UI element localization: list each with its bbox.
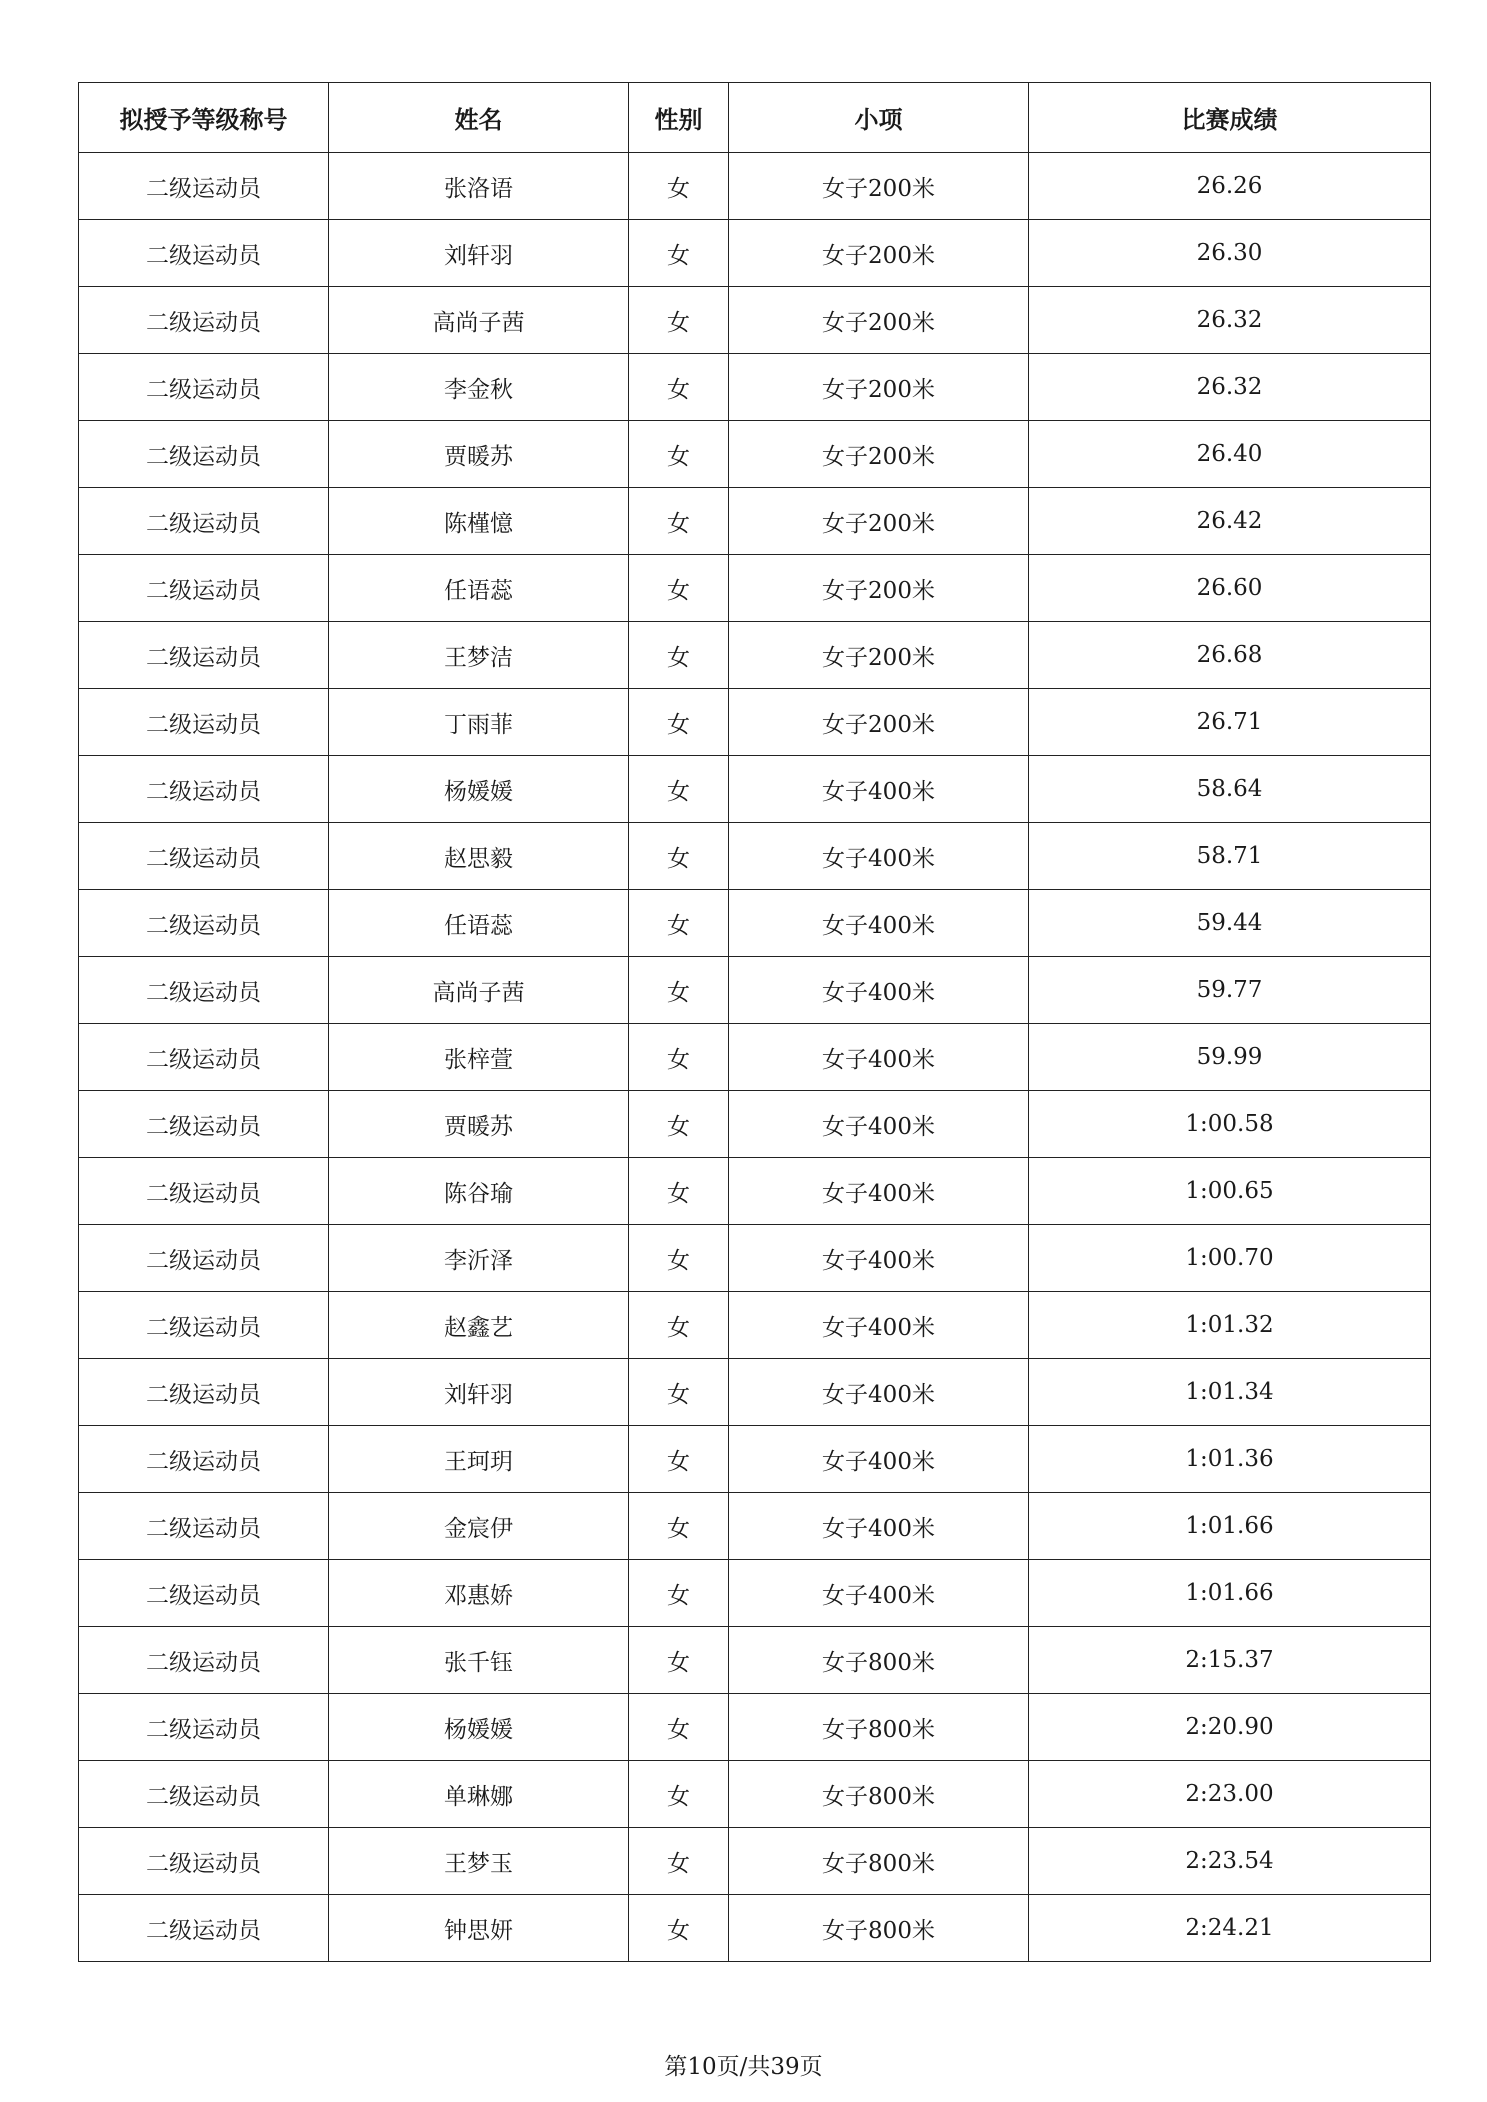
cell-result: 1:01.66: [1029, 1493, 1431, 1560]
cell-result: 1:00.70: [1029, 1225, 1431, 1292]
header-event: 小项: [729, 83, 1029, 153]
cell-event: 女子400米: [729, 1493, 1029, 1560]
cell-result: 2:15.37: [1029, 1627, 1431, 1694]
table-header-row: [79, 83, 1431, 153]
cell-result: 1:01.34: [1029, 1359, 1431, 1426]
cell-result: 1:00.58: [1029, 1091, 1431, 1158]
cell-gender: 女: [629, 220, 729, 287]
cell-athlete-name: 赵鑫艺: [329, 1292, 629, 1359]
cell-gender: 女: [629, 1828, 729, 1895]
cell-event: 女子200米: [729, 555, 1029, 622]
cell-gender: 女: [629, 1158, 729, 1225]
cell-level-title: 二级运动员: [79, 1091, 329, 1158]
cell-level-title: 二级运动员: [79, 1828, 329, 1895]
cell-gender: 女: [629, 354, 729, 421]
cell-result: 26.40: [1029, 421, 1431, 488]
cell-result: 26.26: [1029, 153, 1431, 220]
table-row: [79, 622, 1431, 689]
cell-athlete-name: 任语蕊: [329, 890, 629, 957]
table-row: [79, 1694, 1431, 1761]
cell-gender: 女: [629, 153, 729, 220]
table-row: [79, 488, 1431, 555]
cell-event: 女子200米: [729, 689, 1029, 756]
cell-result: 58.64: [1029, 756, 1431, 823]
cell-gender: 女: [629, 1426, 729, 1493]
cell-gender: 女: [629, 1225, 729, 1292]
cell-result: 1:00.65: [1029, 1158, 1431, 1225]
cell-level-title: 二级运动员: [79, 622, 329, 689]
cell-result: 26.60: [1029, 555, 1431, 622]
cell-athlete-name: 钟思妍: [329, 1895, 629, 1962]
cell-level-title: 二级运动员: [79, 1426, 329, 1493]
cell-gender: 女: [629, 1359, 729, 1426]
table-body: [79, 153, 1431, 1962]
cell-result: 26.32: [1029, 354, 1431, 421]
cell-level-title: 二级运动员: [79, 488, 329, 555]
cell-gender: 女: [629, 1560, 729, 1627]
cell-event: 女子400米: [729, 1426, 1029, 1493]
cell-athlete-name: 任语蕊: [329, 555, 629, 622]
cell-event: 女子800米: [729, 1694, 1029, 1761]
table-row: [79, 756, 1431, 823]
cell-event: 女子400米: [729, 1292, 1029, 1359]
cell-gender: 女: [629, 1761, 729, 1828]
table-row: [79, 421, 1431, 488]
cell-athlete-name: 杨媛媛: [329, 1694, 629, 1761]
cell-result: 26.42: [1029, 488, 1431, 555]
cell-event: 女子200米: [729, 287, 1029, 354]
cell-athlete-name: 丁雨菲: [329, 689, 629, 756]
cell-level-title: 二级运动员: [79, 890, 329, 957]
cell-level-title: 二级运动员: [79, 1627, 329, 1694]
table-row: [79, 1426, 1431, 1493]
cell-event: 女子400米: [729, 1225, 1029, 1292]
cell-gender: 女: [629, 1895, 729, 1962]
cell-gender: 女: [629, 421, 729, 488]
cell-level-title: 二级运动员: [79, 1225, 329, 1292]
cell-result: 59.99: [1029, 1024, 1431, 1091]
cell-athlete-name: 赵思毅: [329, 823, 629, 890]
cell-result: 2:23.00: [1029, 1761, 1431, 1828]
header-name: 姓名: [329, 83, 629, 153]
cell-level-title: 二级运动员: [79, 957, 329, 1024]
table-row: [79, 957, 1431, 1024]
cell-gender: 女: [629, 1091, 729, 1158]
table-row: [79, 689, 1431, 756]
table-row: [79, 1158, 1431, 1225]
cell-result: 1:01.32: [1029, 1292, 1431, 1359]
cell-gender: 女: [629, 689, 729, 756]
cell-event: 女子200米: [729, 354, 1029, 421]
cell-event: 女子400米: [729, 890, 1029, 957]
cell-athlete-name: 陈谷瑜: [329, 1158, 629, 1225]
table-row: [79, 823, 1431, 890]
cell-result: 58.71: [1029, 823, 1431, 890]
cell-gender: 女: [629, 287, 729, 354]
cell-athlete-name: 邓惠娇: [329, 1560, 629, 1627]
cell-event: 女子400米: [729, 1359, 1029, 1426]
cell-gender: 女: [629, 1292, 729, 1359]
cell-athlete-name: 高尚子茜: [329, 287, 629, 354]
cell-event: 女子200米: [729, 622, 1029, 689]
cell-result: 26.68: [1029, 622, 1431, 689]
cell-result: 59.77: [1029, 957, 1431, 1024]
cell-gender: 女: [629, 823, 729, 890]
cell-athlete-name: 高尚子茜: [329, 957, 629, 1024]
cell-event: 女子400米: [729, 823, 1029, 890]
cell-event: 女子800米: [729, 1761, 1029, 1828]
cell-event: 女子400米: [729, 1091, 1029, 1158]
cell-level-title: 二级运动员: [79, 1493, 329, 1560]
table-row: [79, 1761, 1431, 1828]
cell-gender: 女: [629, 488, 729, 555]
cell-event: 女子400米: [729, 1158, 1029, 1225]
header-gender: 性别: [629, 83, 729, 153]
cell-gender: 女: [629, 1627, 729, 1694]
cell-event: 女子200米: [729, 421, 1029, 488]
cell-result: 1:01.66: [1029, 1560, 1431, 1627]
cell-event: 女子400米: [729, 756, 1029, 823]
cell-gender: 女: [629, 756, 729, 823]
cell-level-title: 二级运动员: [79, 689, 329, 756]
cell-event: 女子200米: [729, 153, 1029, 220]
cell-athlete-name: 李沂泽: [329, 1225, 629, 1292]
cell-level-title: 二级运动员: [79, 220, 329, 287]
table-row: [79, 1560, 1431, 1627]
cell-result: 1:01.36: [1029, 1426, 1431, 1493]
table-row: [79, 287, 1431, 354]
cell-result: 2:20.90: [1029, 1694, 1431, 1761]
cell-gender: 女: [629, 1024, 729, 1091]
cell-athlete-name: 刘轩羽: [329, 220, 629, 287]
cell-result: 26.30: [1029, 220, 1431, 287]
cell-gender: 女: [629, 555, 729, 622]
cell-level-title: 二级运动员: [79, 1359, 329, 1426]
cell-result: 26.32: [1029, 287, 1431, 354]
cell-level-title: 二级运动员: [79, 421, 329, 488]
cell-result: 2:23.54: [1029, 1828, 1431, 1895]
cell-level-title: 二级运动员: [79, 1895, 329, 1962]
cell-gender: 女: [629, 890, 729, 957]
cell-athlete-name: 王珂玥: [329, 1426, 629, 1493]
cell-level-title: 二级运动员: [79, 354, 329, 421]
table-row: [79, 1292, 1431, 1359]
cell-athlete-name: 张梓萱: [329, 1024, 629, 1091]
cell-athlete-name: 金宸伊: [329, 1493, 629, 1560]
cell-level-title: 二级运动员: [79, 756, 329, 823]
cell-level-title: 二级运动员: [79, 1694, 329, 1761]
cell-result: 59.44: [1029, 890, 1431, 957]
table-row: [79, 1091, 1431, 1158]
table-row: [79, 1493, 1431, 1560]
cell-event: 女子400米: [729, 957, 1029, 1024]
cell-athlete-name: 李金秋: [329, 354, 629, 421]
table-row: [79, 1828, 1431, 1895]
results-table-container: [78, 82, 1430, 1962]
cell-level-title: 二级运动员: [79, 1024, 329, 1091]
table-row: [79, 220, 1431, 287]
cell-result: 2:24.21: [1029, 1895, 1431, 1962]
cell-athlete-name: 刘轩羽: [329, 1359, 629, 1426]
cell-athlete-name: 陈槿憶: [329, 488, 629, 555]
cell-athlete-name: 贾暖苏: [329, 421, 629, 488]
table-row: [79, 1359, 1431, 1426]
header-level-title: 拟授予等级称号: [79, 83, 329, 153]
table-row: [79, 1627, 1431, 1694]
cell-level-title: 二级运动员: [79, 1761, 329, 1828]
cell-event: 女子400米: [729, 1560, 1029, 1627]
page-number: 第10页/共39页: [664, 2054, 823, 2080]
cell-level-title: 二级运动员: [79, 1292, 329, 1359]
cell-level-title: 二级运动员: [79, 287, 329, 354]
cell-athlete-name: 杨媛媛: [329, 756, 629, 823]
table-row: [79, 354, 1431, 421]
table-row: [79, 555, 1431, 622]
table-row: [79, 1225, 1431, 1292]
cell-level-title: 二级运动员: [79, 153, 329, 220]
header-result: 比赛成绩: [1029, 83, 1431, 153]
cell-gender: 女: [629, 622, 729, 689]
cell-event: 女子800米: [729, 1895, 1029, 1962]
cell-athlete-name: 王梦洁: [329, 622, 629, 689]
cell-athlete-name: 王梦玉: [329, 1828, 629, 1895]
cell-event: 女子800米: [729, 1627, 1029, 1694]
table-row: [79, 890, 1431, 957]
cell-gender: 女: [629, 1694, 729, 1761]
cell-level-title: 二级运动员: [79, 555, 329, 622]
table-row: [79, 1024, 1431, 1091]
cell-event: 女子400米: [729, 1024, 1029, 1091]
cell-athlete-name: 张千钰: [329, 1627, 629, 1694]
cell-event: 女子800米: [729, 1828, 1029, 1895]
cell-gender: 女: [629, 1493, 729, 1560]
cell-gender: 女: [629, 957, 729, 1024]
cell-athlete-name: 单琳娜: [329, 1761, 629, 1828]
table-row: [79, 153, 1431, 220]
cell-athlete-name: 贾暖苏: [329, 1091, 629, 1158]
cell-result: 26.71: [1029, 689, 1431, 756]
cell-level-title: 二级运动员: [79, 1158, 329, 1225]
table-row: [79, 1895, 1431, 1962]
cell-level-title: 二级运动员: [79, 823, 329, 890]
cell-athlete-name: 张洛语: [329, 153, 629, 220]
cell-event: 女子200米: [729, 220, 1029, 287]
cell-level-title: 二级运动员: [79, 1560, 329, 1627]
cell-event: 女子200米: [729, 488, 1029, 555]
results-table: [78, 82, 1431, 1962]
